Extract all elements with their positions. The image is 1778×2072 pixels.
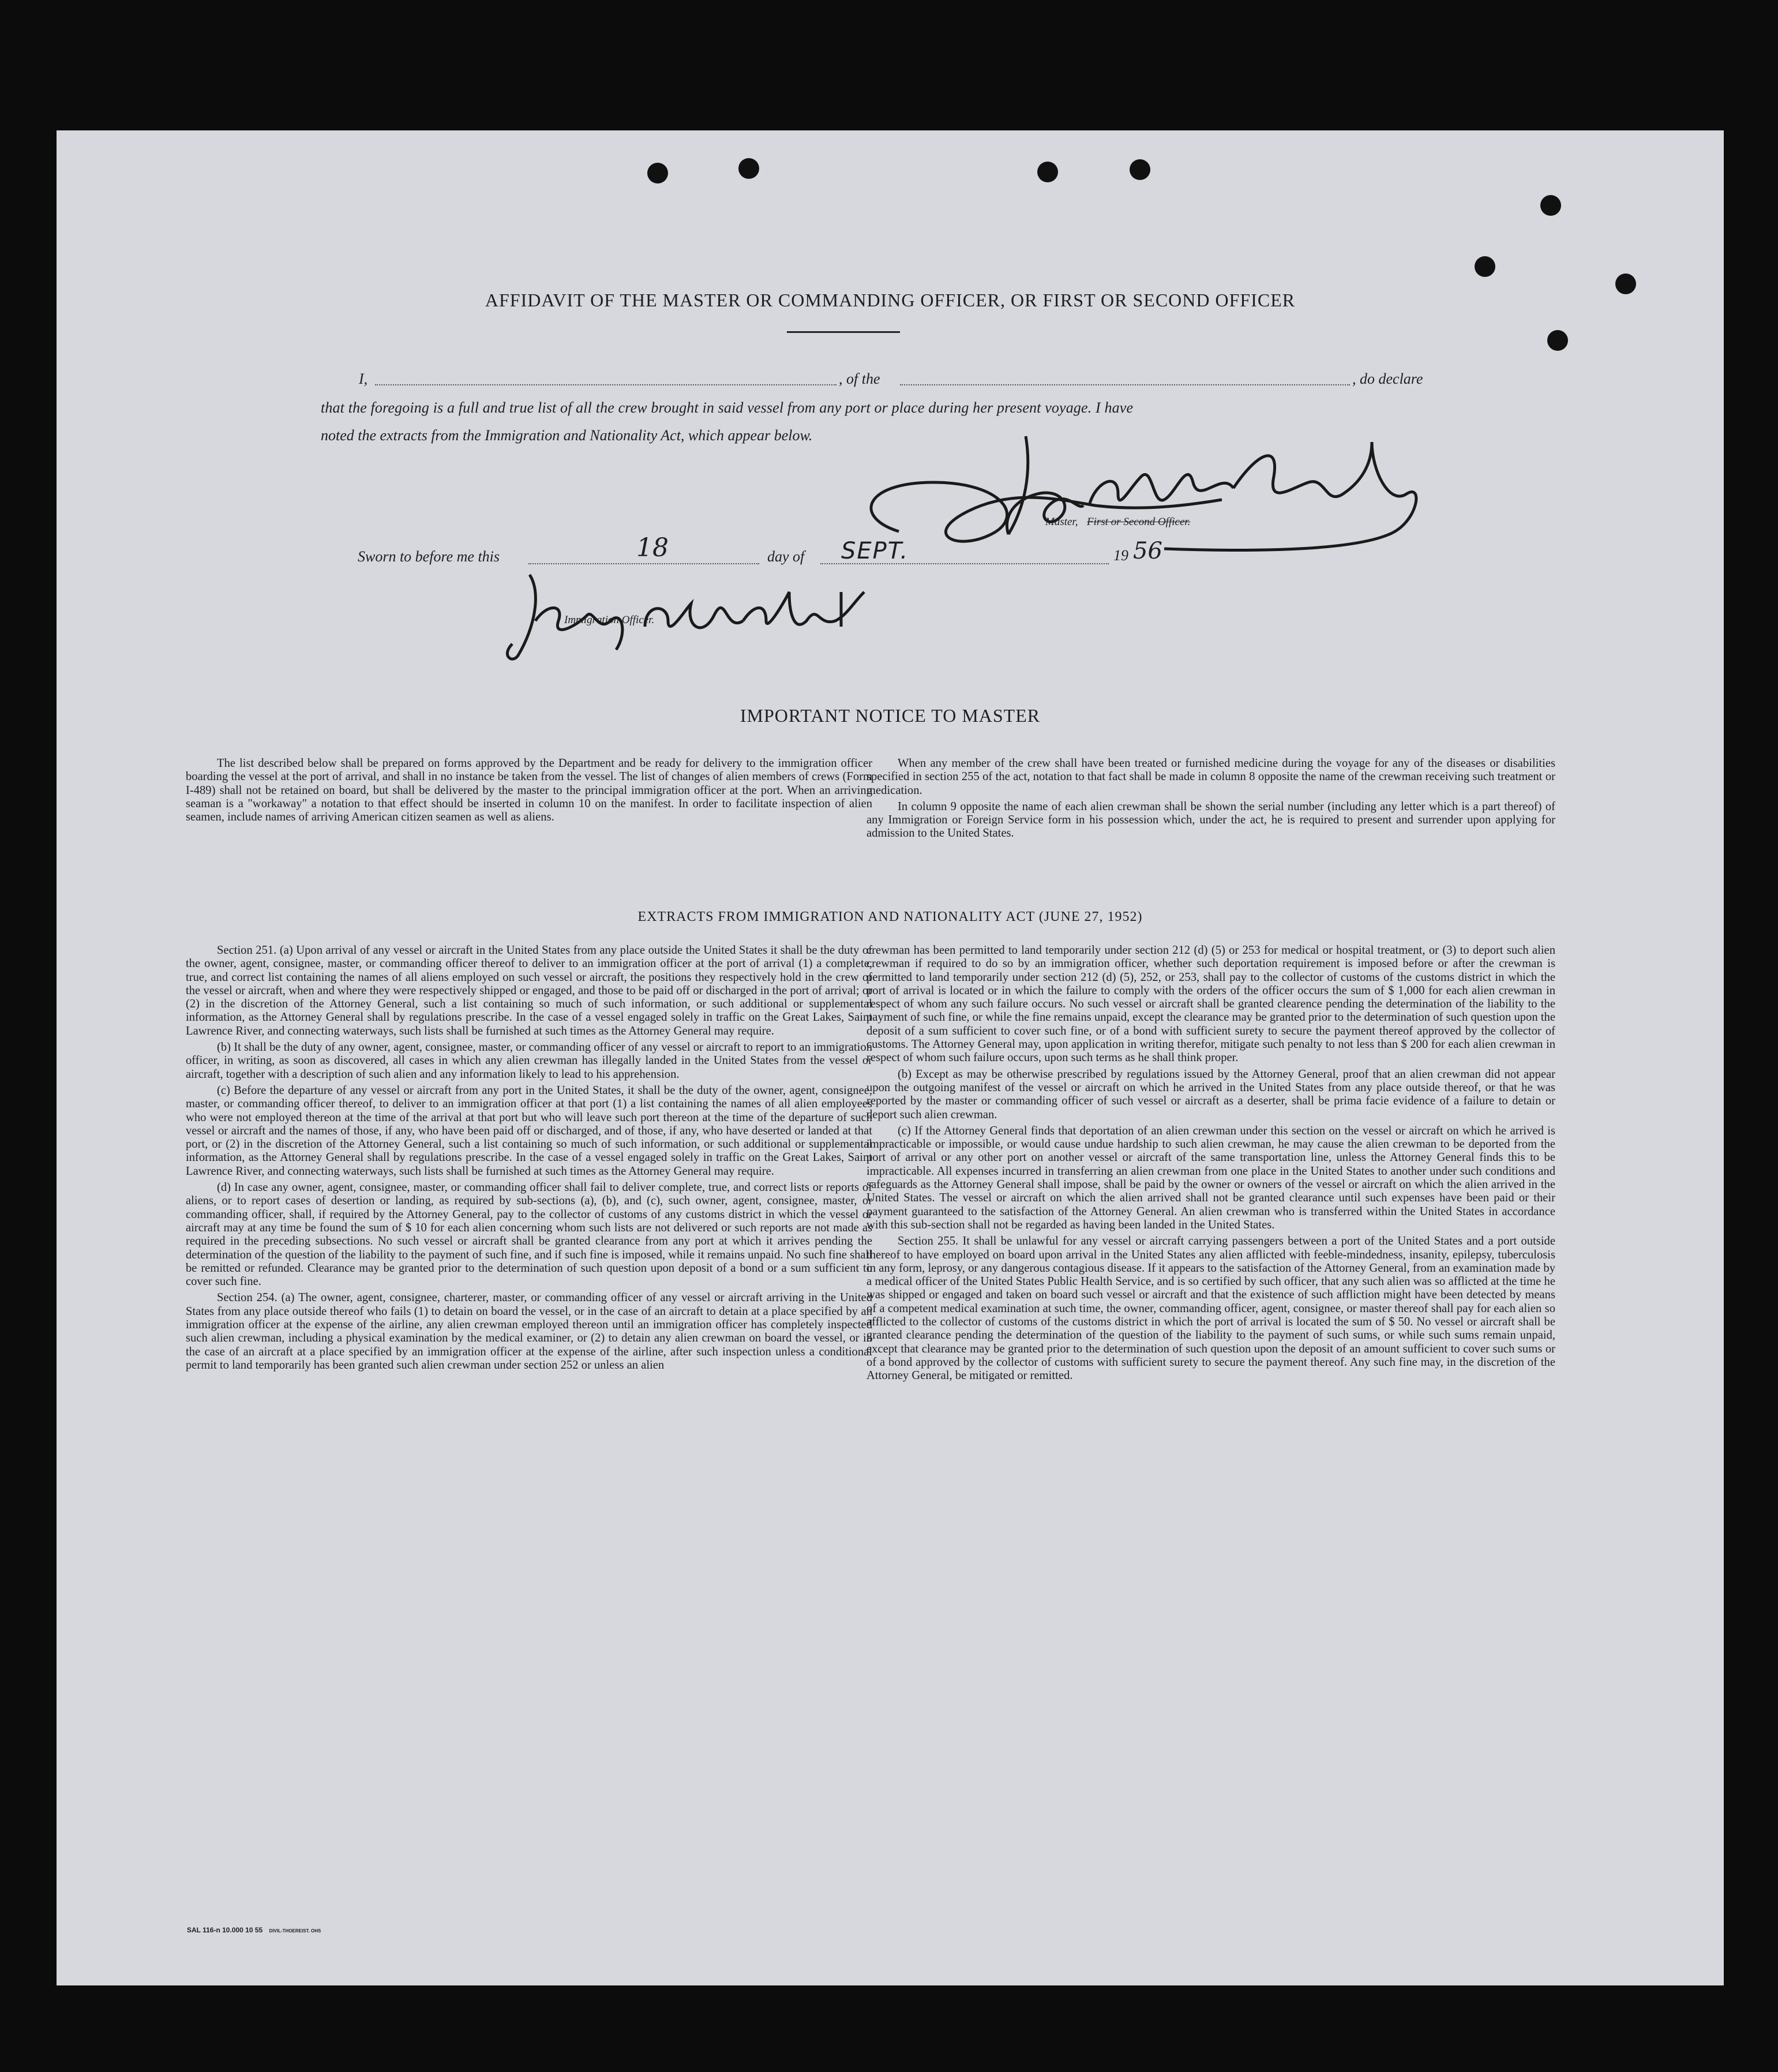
- day-of-label: day of: [767, 548, 805, 565]
- affidavit-line-3: noted the extracts from the Immigration and Nationality Act, which appear below.: [321, 427, 813, 444]
- extracts-title: EXTRACTS FROM IMMIGRATION AND NATIONALITY ACT (JUNE 27, 1952): [637, 909, 1143, 924]
- extract-paragraph: (b) It shall be the duty of any owner, agent, consignee, master, or commanding officer of any vessel or aircraft to report to an immigration officer, in writing, as soon as discovered, all cases in which any alien crewman has illegally landed in the United States from the vessel or aircraft, together with a description of such alien and any information likely to lead to his apprehension.: [186, 1041, 872, 1081]
- punch-hole: [1475, 256, 1495, 277]
- extract-paragraph: (d) In case any owner, agent, consignee, master, or commanding officer shall fail to deliver complete, true, and correct lists or reports of aliens, or to report cases of desertion or landing, as required by sub-sections (a), (b), and (c), such owner, agent, consignee, master, or commanding officer, shall, if required by the Attorney General, pay to the collector of customs of any customs district in which the vessel or aircraft may at any time be found the sum of $ 10 for each alien concerning whom such lists are not delivered or such reports are not made as required in the preceding subsections. No such vessel or aircraft shall be granted clearance from any port at which it arrives pending the determination of the question of the liability to the payment of such fine, and if such fine is imposed, while it remains unpaid. No such fine shall be remitted or refunded. Clearance may be granted prior to the determination of such question upon deposit of a bond or a sum sufficient to cover such fine.: [186, 1181, 872, 1288]
- extract-paragraph: Section 251. (a) Upon arrival of any vessel or aircraft in the United States from any place outside the United States it shall be the duty of the owner, agent, consignee, master, or commanding officer thereof to deliver to an immigration officer at the port of arrival (1) a complete, true, and correct list containing the names of all aliens employed on such vessel or aircraft, the positions they respectively hold in the crew of the vessel or aircraft, when and where they were respectively shipped or engaged, and those to be paid off or discharged in the port of arrival; or (2) in the discretion of the Attorney General, such a list containing so much of such information, or such additional or supplemental information, as the Attorney General shall by regulations prescribe. In the case of a vessel engaged solely in traffic on the Great Lakes, Saint Lawrence River, and connecting waterways, such lists shall be furnished at such times as the Attorney General may require.: [186, 944, 872, 1037]
- punch-hole: [738, 158, 759, 179]
- document-sheet: [57, 130, 1724, 1985]
- punch-hole: [1547, 330, 1568, 351]
- of-the-label: , of the: [839, 370, 880, 387]
- extract-paragraph: (c) Before the departure of any vessel or aircraft from any port in the United States, it shall be the duty of the owner, agent, consignee, master, or commanding officer thereof, to deliver to an immigration officer at that port (1) a list containing the names of all alien employees who were not employed thereon at the time of the arrival at that port but who will leave such port thereon at the time of the departure of such vessel or aircraft and the names of those, if any, who have been paid off or discharged, and of those, if any, who have deserted or landed at that port, or (2) in the discretion of the Attorney General, such a list containing so much of such information, or such additional or supplemental information, as the Attorney General shall by regulations prescribe. In the case of a vessel engaged solely in traffic on the Great Lakes, Saint Lawrence River, and connecting waterways, such lists shall be furnished at such times as the Attorney General may require.: [186, 1084, 872, 1178]
- notice-right-paragraph-1: When any member of the crew shall have been treated or furnished medicine during the voyage for any of the diseases or disabilities specified in section 255 of the act, notation to that fact shall be made in column 8 opposite the name of the crewman receiving such treatment or medication.: [867, 757, 1555, 797]
- vessel-field-line: [900, 384, 1350, 385]
- month-value: SEPT.: [841, 538, 909, 564]
- punch-hole: [1037, 162, 1058, 182]
- day-field-line: [528, 563, 759, 564]
- punch-hole: [647, 163, 668, 183]
- extract-paragraph: crewman has been permitted to land temporarily under section 212 (d) (5) or 253 for medical or hospital treatment, or (3) to deport such alien crewman if required to do so by an immigration officer, whether such deportation requirement is imposed before or after the crewman is permitted to land temporarily under section 212 (d) (5), 252, or 253, shall pay to the collector of customs of the customs district in which the port of arrival is located or in which the failure to comply with the orders of the officer occurs the sum of $ 1,000 for each alien crewman in respect of whom any such failure occurs. No such vessel or aircraft shall be granted clearence pending the determination of the liability to the payment of such fine, or while the fine remains unpaid, except the clearance may be granted prior to the determination of such question upon the deposit of a sum sufficient to cover such fine, or of a bond with sufficient surety to secure the payment thereof approved by the collector of customs. The Attorney General may, upon application in writing therefor, mitigate such penalty to not less than $ 200 for each alien crewman in respect of whom such failure occurs, upon such terms as he shall think proper.: [867, 944, 1555, 1065]
- declare-label: , do declare: [1352, 370, 1423, 387]
- punch-hole: [1130, 159, 1150, 180]
- immigration-officer-caption: Immigration Officer.: [564, 614, 655, 626]
- form-code-text: SAL 116-n 10.000 10 55: [187, 1926, 263, 1934]
- extract-paragraph: (c) If the Attorney General finds that deportation of an alien crewman under this section on the vessel or aircraft on which he arrived is impracticable or impossible, or would cause undue hardship to such alien crewman, he may cause the alien crewman to be deported from the port of arrival or any other port on another vessel or aircraft of the same transportation line, unless the Attorney General finds this to be impracticable. All expenses incurred in transferring an alien crewman from one place in the United States to another under such conditions and safeguards as the Attorney General shall impose, shall be paid by the owner or owners of the vessel or aircraft on which the alien arrived in the United States. The vessel or aircraft on which the alien arrived shall not be granted clearance until such expenses have been paid or their payment guaranteed to the satisfaction of the Attorney General. An alien crewman who is transferred within the United States in accordance with this sub-section shall not be regarded as having been landed in the United States.: [867, 1124, 1555, 1231]
- notice-left-paragraph: The list described below shall be prepared on forms approved by the Department and be ready for delivery to the immigration officer boarding the vessel at the port of arrival, and shall in no instance be taken from the vessel. The list of changes of alien members of crews (Form I-489) shall not be retained on board, but shall be delivered by the master to the principal immigration officer at the port. When an arriving seaman is a "workaway" a notation to that effect should be inserted in column 10 on the manifest. In order to facilitate inspection of alien seamen, include names of arriving American citizen seamen as well as aliens.: [186, 757, 872, 824]
- printer-text: DIVIL-THOEREIST. OHS: [269, 1928, 321, 1934]
- notice-right-paragraph-2: In column 9 opposite the name of each alien crewman shall be shown the serial number (including any letter which is a part thereof) of any Immigration or Foreign Service form in his possession which, under the act, he is required to present and surrender upon applying for admission to the United States.: [867, 800, 1555, 840]
- affidavit-title: AFFIDAVIT OF THE MASTER OR COMMANDING OFFICER, OR FIRST OR SECOND OFFICER: [485, 290, 1296, 310]
- notice-right-column: [867, 757, 1555, 844]
- master-caption: Master,: [1045, 516, 1078, 528]
- notice-left-column: [186, 757, 872, 827]
- extract-paragraph: Section 254. (a) The owner, agent, consignee, charterer, master, or commanding officer of any vessel or aircraft arriving in the United States from any place outside thereof who fails (1) to detain on board the vessel, or in the case of an aircraft to detain at a place specified by an immigration officer at the expense of the airline, any alien crewman employed thereon until an immigration officer has completely inspected such alien crewman, including a physical examination by the medical examiner, or (2) to detain any alien crewman on board the vessel, or in the case of an aircraft at a place specified by an immigration officer at the expense of the airline, after such inspection unless a conditional permit to land temporarily has been granted such alien crewman under section 252 or unless an alien: [186, 1291, 872, 1372]
- i-label: I,: [359, 370, 368, 387]
- struck-officer-caption: First or Second Officer.: [1087, 516, 1191, 528]
- title-rule: [787, 331, 900, 333]
- affidavit-line-2: that the foregoing is a full and true list of all the crew brought in said vessel from any port or place during her present voyage. I have: [321, 399, 1134, 416]
- master-signature: [818, 419, 1441, 557]
- day-value: 18: [636, 533, 669, 563]
- year-suffix: 19: [1113, 547, 1128, 564]
- notice-title: IMPORTANT NOTICE TO MASTER: [740, 705, 1041, 726]
- sworn-label: Sworn to before me this: [358, 548, 500, 565]
- punch-hole: [1540, 195, 1561, 216]
- immigration-officer-signature: [495, 569, 899, 667]
- form-code: [187, 1926, 321, 1934]
- name-field-line: [375, 384, 837, 385]
- extract-paragraph: Section 255. It shall be unlawful for any vessel or aircraft carrying passengers between a port of the United States and a port outside thereof to have employed on board upon arrival in the United States any alien afflicted with feeble-mindedness, insanity, epilepsy, tuberculosis in any form, leprosy, or any dangerous contagious disease. If it appears to the satisfaction of the Attorney General, from an examination made by a medical officer of the United States Public Health Service, and is so certified by such officer, that any such alien was so afflicted at the time he was shipped or engaged and taken on board such vessel or aircraft and that the existence of such affliction might have been detected by means of a competent medical examination at such time, the owner, commanding officer, agent, consignee, or master thereof shall pay for each alien so afflicted to the collector of customs of the customs district in which the port of arrival is located the sum of $ 50. No vessel or aircraft shall be granted clearance pending the determination of the question of the liability to the payment of such sums, or while such sums remain unpaid, except that clearance may be granted prior to the determination of such question upon the deposit of an amount sufficient to cover such sums or of a bond approved by the collector of customs with sufficient surety to secure the payment thereof. Any such fine may, in the discretion of the Attorney General, be mitigated or remitted.: [867, 1235, 1555, 1382]
- extracts-left-column: [186, 944, 872, 1375]
- extracts-right-column: [867, 944, 1555, 1386]
- extract-paragraph: (b) Except as may be otherwise prescribed by regulations issued by the Attorney General, proof that an alien crewman did not appear upon the outgoing manifest of the vessel or aircraft on which he arrived in the United States from any place outside thereof, or that he was reported by the master or commanding officer of such vessel or aircraft as a deserter, shall be prima facie evidence of a failure to detain or deport such alien crewman.: [867, 1067, 1555, 1121]
- year-value: 56: [1133, 538, 1162, 564]
